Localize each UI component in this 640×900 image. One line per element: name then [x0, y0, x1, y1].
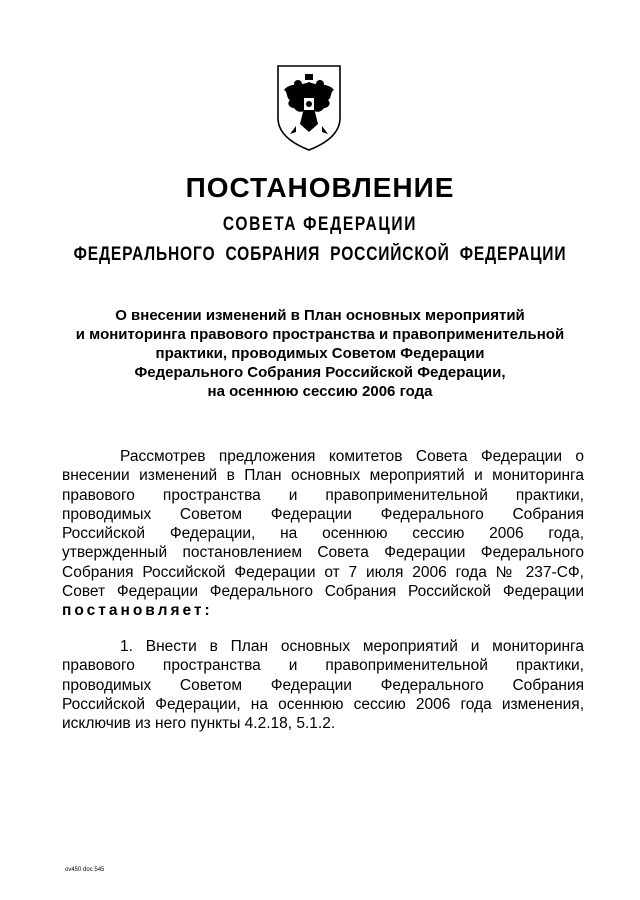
item-line: правового пространства и правоприменительной практики,: [62, 657, 584, 675]
item-line: исключив из него пункты 4.2.18, 5.1.2.: [62, 715, 336, 733]
subject-line: на осеннюю сессию 2006 года: [207, 383, 433, 400]
subject-line: практики, проводимых Советом Федерации: [155, 345, 485, 362]
subject-line: и мониторинга правового пространства и правоприменительной: [75, 326, 565, 343]
resolves-word: постановляет:: [62, 602, 213, 620]
preamble-line: правового пространства и правоприменительной практики,: [62, 486, 584, 504]
subject-line: О внесении изменений в План основных мероприятий: [115, 307, 525, 324]
preamble-line: внесении изменений в План основных мероприятий и мониторинга: [62, 467, 584, 485]
document-title: ПОСТАНОВЛЕНИЕ: [185, 172, 455, 203]
item-line: Российской Федерации, на осеннюю сессию 2006 года изменения,: [62, 695, 584, 713]
preamble-paragraph: [62, 447, 584, 621]
item-line: проводимых Советом Федерации Федерального Собрания: [62, 676, 584, 694]
subject-line: Федерального Собрания Российской Федерации,: [134, 364, 506, 381]
preamble-line: Совет Федерации Федерального Собрания Российской Федерации: [62, 583, 584, 601]
preamble-line: проводимых Советом Федерации Федерального Собрания: [62, 505, 584, 523]
preamble-line: Рассмотрев предложения комитетов Совета Федерации о: [120, 448, 584, 465]
issuer-line-2: ФЕДЕРАЛЬНОГО СОБРАНИЯ РОССИЙСКОЙ ФЕДЕРАЦИИ: [73, 244, 567, 265]
preamble-line: Российской Федерации, на осеннюю сессию 2006 года,: [62, 525, 584, 543]
preamble-line: Собрания Российской Федерации от 7 июля 2006 года № 237-СФ,: [62, 563, 584, 581]
issuer-line-1: СОВЕТА ФЕДЕРАЦИИ: [222, 214, 418, 235]
item-1-paragraph: [62, 637, 584, 733]
coat-of-arms-icon: [274, 62, 344, 154]
item-line: 1. Внести в План основных мероприятий и мониторинга: [120, 638, 584, 655]
document-subject: [50, 306, 590, 401]
file-reference: ov450 doc 545: [65, 867, 105, 873]
preamble-line: утвержденный постановлением Совета Федерации Федерального: [62, 544, 584, 562]
